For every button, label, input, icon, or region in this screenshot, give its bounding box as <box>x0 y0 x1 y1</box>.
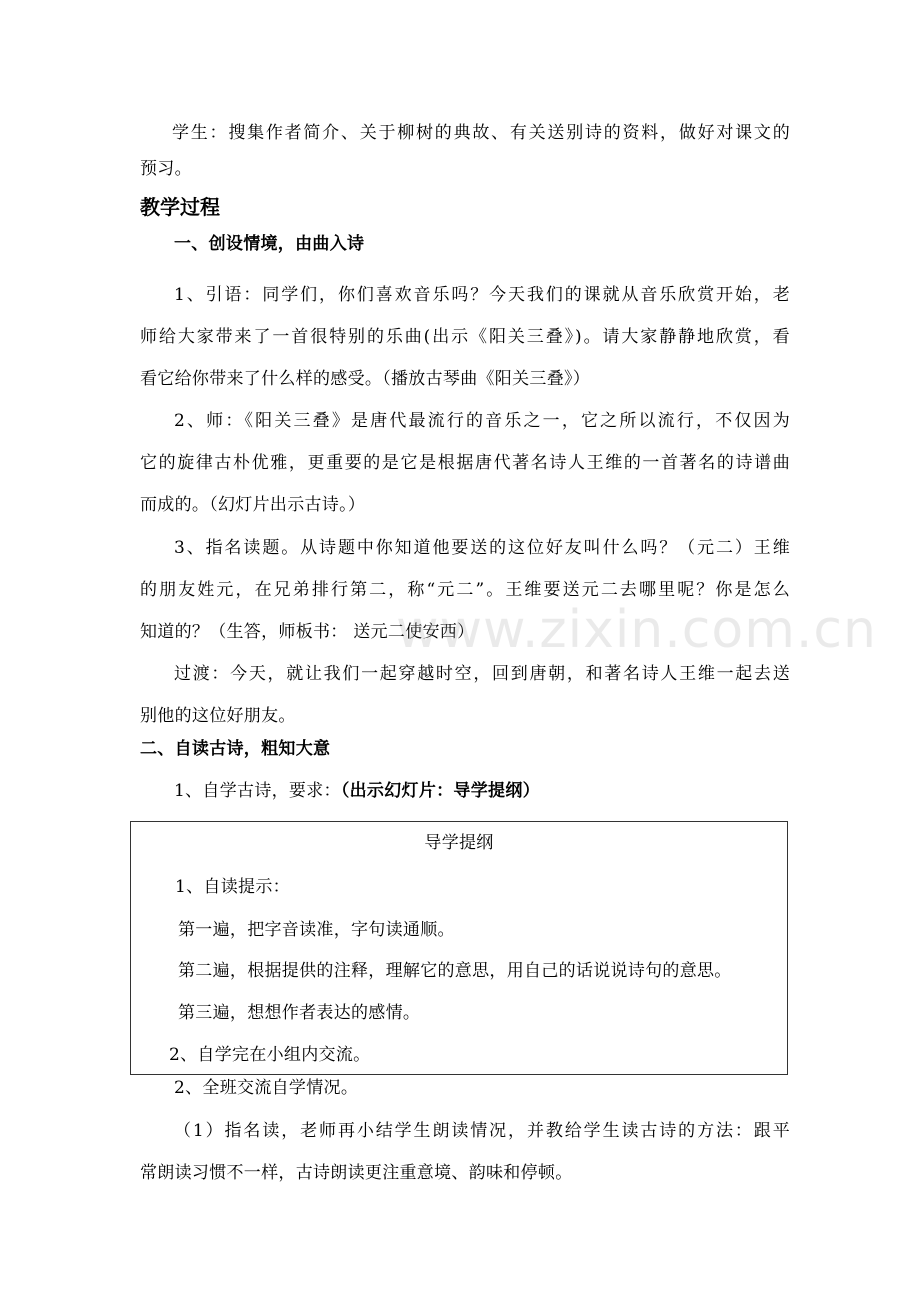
paragraph-reading-method-line-2: 常朗读习惯不一样，古诗朗读更注重意境、韵味和停顿。 <box>140 1163 573 1183</box>
paragraph-transition-line-2: 别他的这位好朋友。 <box>140 706 296 726</box>
self-study-slide-note: （出示幻灯片：导学提纲） <box>340 781 540 801</box>
paragraph-title-reading-line-1: 3、指名读题。从诗题中你知道他要送的这位好友叫什么吗？（元二）王维 <box>174 538 790 558</box>
section-2-title: 二、自读古诗，粗知大意 <box>140 739 331 759</box>
watermark: www.zixin.com.cn <box>396 600 877 660</box>
guide-outline-box <box>130 821 788 1075</box>
paragraph-teacher-line-1: 2、师：《阳关三叠》是唐代最流行的音乐之一，它之所以流行，不仅因为 <box>174 411 790 431</box>
guide-outline-step-1: 第一遍，把字音读准，字句读通顺。 <box>178 920 455 940</box>
guide-outline-item-1: 1、自读提示： <box>175 877 290 897</box>
guide-outline-item-2: 2、自学完在小组内交流。 <box>169 1045 371 1065</box>
paragraph-transition-line-1: 过渡：今天，就让我们一起穿越时空，回到唐朝，和著名诗人王维一起去送 <box>174 664 790 684</box>
paragraph-intro-line-2: 师给大家带来了一首很特别的乐曲(出示《阳关三叠》)。请大家静静地欣赏，看 <box>140 327 790 347</box>
paragraph-title-reading-line-3: 知道的？（生答，师板书： 送元二使安西） <box>140 622 475 642</box>
section-1-title: 一、创设情境，由曲入诗 <box>174 234 365 254</box>
paragraph-class-exchange: 2、全班交流自学情况。 <box>174 1078 359 1098</box>
paragraph-intro-line-3: 看它给你带来了什么样的感受。（播放古琴曲《阳关三叠》） <box>140 369 591 389</box>
paragraph-reading-method-line-1: （1）指名读，老师再小结学生朗读情况，并教给学生读古诗的方法：跟平 <box>174 1121 790 1141</box>
self-study-label: 1、自学古诗，要求： <box>174 781 341 801</box>
paragraph-teacher-line-2: 它的旋律古朴优雅，更重要的是它是根据唐代著名诗人王维的一首著名的诗谱曲 <box>140 453 790 473</box>
guide-outline-step-3: 第三遍，想想作者表达的感情。 <box>178 1003 421 1023</box>
paragraph-teacher-line-3: 而成的。（幻灯片出示古诗。） <box>140 495 366 515</box>
paragraph-title-reading-line-2: 的朋友姓元，在兄弟排行第二，称“元二”。王维要送元二去哪里呢？你是怎么 <box>140 580 790 600</box>
guide-outline-step-2: 第二遍，根据提供的注释，理解它的意思，用自己的话说说诗句的意思。 <box>178 961 732 981</box>
paragraph-intro-line-1: 1、引语：同学们，你们喜欢音乐吗？今天我们的课就从音乐欣赏开始，老 <box>174 285 790 305</box>
guide-outline-title: 导学提纲 <box>424 833 494 853</box>
paragraph-self-study <box>174 780 824 802</box>
paragraph-prep-line-1: 学生：搜集作者简介、关于柳树的典故、有关送别诗的资料，做好对课文的 <box>172 123 790 143</box>
paragraph-prep-line-2: 预习。 <box>140 159 192 179</box>
heading-teaching-process: 教学过程 <box>140 195 220 219</box>
